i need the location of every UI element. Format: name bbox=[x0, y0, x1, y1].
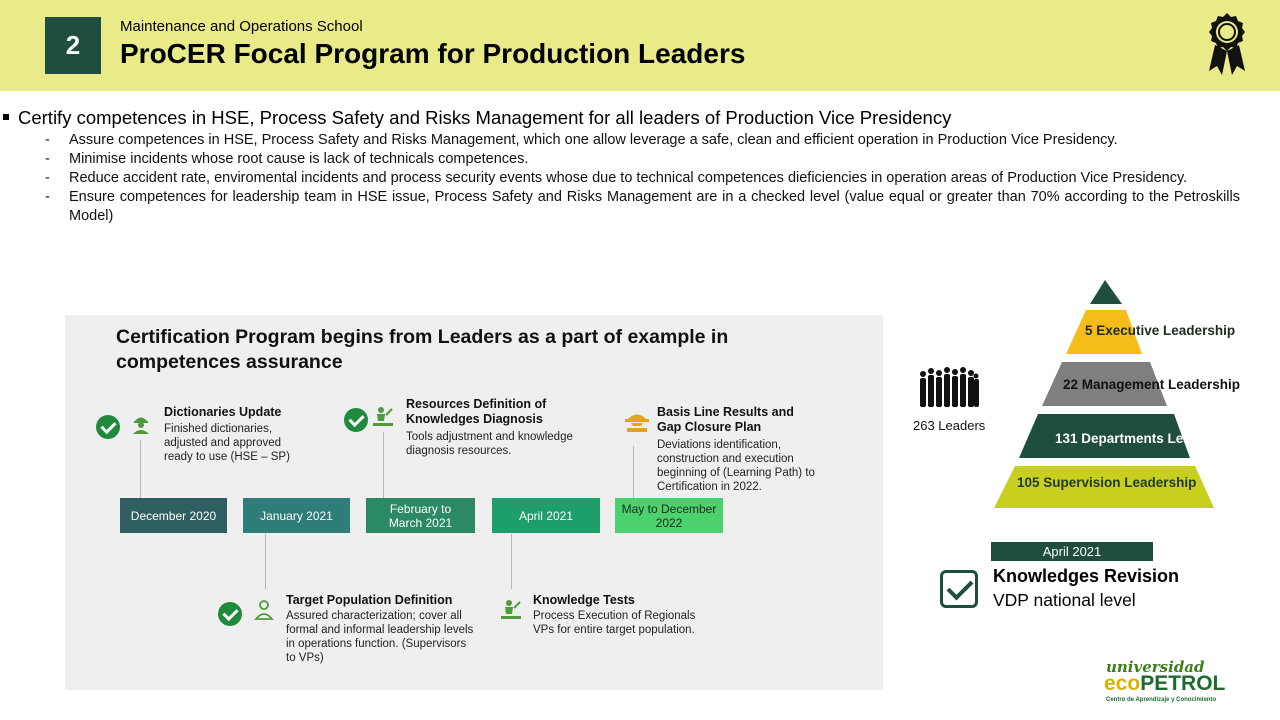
timeline-date: December 2020 bbox=[120, 498, 227, 533]
crowd-icon bbox=[918, 365, 980, 409]
logo-line1: universidad bbox=[1106, 658, 1205, 676]
event-description: Process Execution of Regionals VPs for entire target population. bbox=[533, 610, 696, 636]
connector-line bbox=[633, 446, 634, 498]
check-icon bbox=[96, 415, 120, 439]
timeline-heading: Certification Program begins from Leaders as a part of example in competences assurance bbox=[116, 326, 729, 373]
event-title: Knowledge Tests bbox=[533, 593, 635, 607]
page-title: ProCER Focal Program for Production Leaders bbox=[120, 38, 746, 69]
revision-subtitle: VDP national level bbox=[993, 590, 1136, 610]
revision-date: April 2021 bbox=[991, 542, 1153, 561]
school-name: Maintenance and Operations School bbox=[120, 18, 363, 35]
logo-tagline: Centro de Aprendizaje y Conocimiento bbox=[1106, 697, 1217, 703]
worker-icon bbox=[130, 412, 152, 434]
main-objective bbox=[3, 107, 951, 129]
section-number: 2 bbox=[45, 17, 101, 74]
objective-list bbox=[45, 131, 1240, 226]
event-title: Dictionaries Update bbox=[164, 405, 282, 419]
main-objective-text: Certify competences in HSE, Process Safety and Risks Management for all leaders of Production Vice Presidency bbox=[18, 107, 952, 128]
event-title: Resources Definition of Knowledges Diagnosis bbox=[406, 397, 547, 426]
ecopetrol-logo bbox=[1104, 658, 1254, 708]
timeline-date: February to March 2021 bbox=[366, 498, 475, 533]
pyramid-label-management: 22 Management Leadership bbox=[1063, 377, 1241, 392]
pyramid-label-supervision: 105 Supervision Leadership bbox=[1017, 475, 1197, 490]
connector-line bbox=[265, 534, 266, 589]
medal-icon bbox=[1205, 11, 1249, 77]
worker-icon bbox=[621, 410, 653, 432]
pyramid-label-executive: 5 Executive Leadership bbox=[1085, 323, 1236, 338]
event-description: Tools adjustment and knowledge diagnosis resources. bbox=[406, 431, 573, 457]
person-icon bbox=[253, 598, 275, 620]
pyramid-apex bbox=[1090, 280, 1122, 304]
connector-line bbox=[383, 432, 384, 498]
timeline-date: May to December 2022 bbox=[615, 498, 723, 533]
event-description: Finished dictionaries, adjusted and approved ready to use (HSE – SP) bbox=[164, 423, 290, 463]
event-title: Basis Line Results and Gap Closure Plan bbox=[657, 405, 794, 434]
connector-line bbox=[511, 534, 512, 589]
list-item: - Ensure competences for leadership team in HSE issue, Process Safety and Risks Management are in a checked level (value equal or greater than 70% according to the Petroskills Model) bbox=[45, 189, 1240, 224]
event-description: Deviations identification, construction and execution beginning of (Learning Path) to Certification in 2022. bbox=[657, 439, 815, 493]
worker-icon bbox=[500, 598, 522, 620]
logo-wordmark bbox=[1104, 672, 1225, 696]
revision-title: Knowledges Revision bbox=[993, 566, 1180, 586]
pyramid-label-departments: 131 Departments Leadership bbox=[1055, 431, 1240, 446]
list-item: - Minimise incidents whose root cause is lack of technicals competences. bbox=[45, 151, 529, 167]
check-icon bbox=[344, 408, 368, 432]
checkbox-icon bbox=[940, 570, 978, 608]
check-icon bbox=[218, 602, 242, 626]
list-item: - Assure competences in HSE, Process Safety and Risks Management, which one allow leverage a safe, clean and efficient operation in Production Vice Presidency. bbox=[45, 132, 1118, 148]
logo-wordmark-text: ecoPETROL bbox=[1104, 672, 1226, 695]
connector-line bbox=[140, 440, 141, 498]
list-item: - Reduce accident rate, enviromental incidents and process security events whose due to technical competences dieficiencies in operation areas of Production Vice Presidency. bbox=[45, 170, 1188, 186]
leaders-total: 263 Leaders bbox=[913, 418, 986, 433]
worker-icon bbox=[372, 405, 394, 427]
timeline-date: April 2021 bbox=[492, 498, 600, 533]
event-title: Target Population Definition bbox=[286, 593, 453, 607]
timeline-date: January 2021 bbox=[243, 498, 350, 533]
bullet-square bbox=[3, 114, 9, 120]
event-description: Assured characterization; cover all formal and informal leadership levels in operations function. (Supervisors to VPs) bbox=[286, 610, 474, 664]
